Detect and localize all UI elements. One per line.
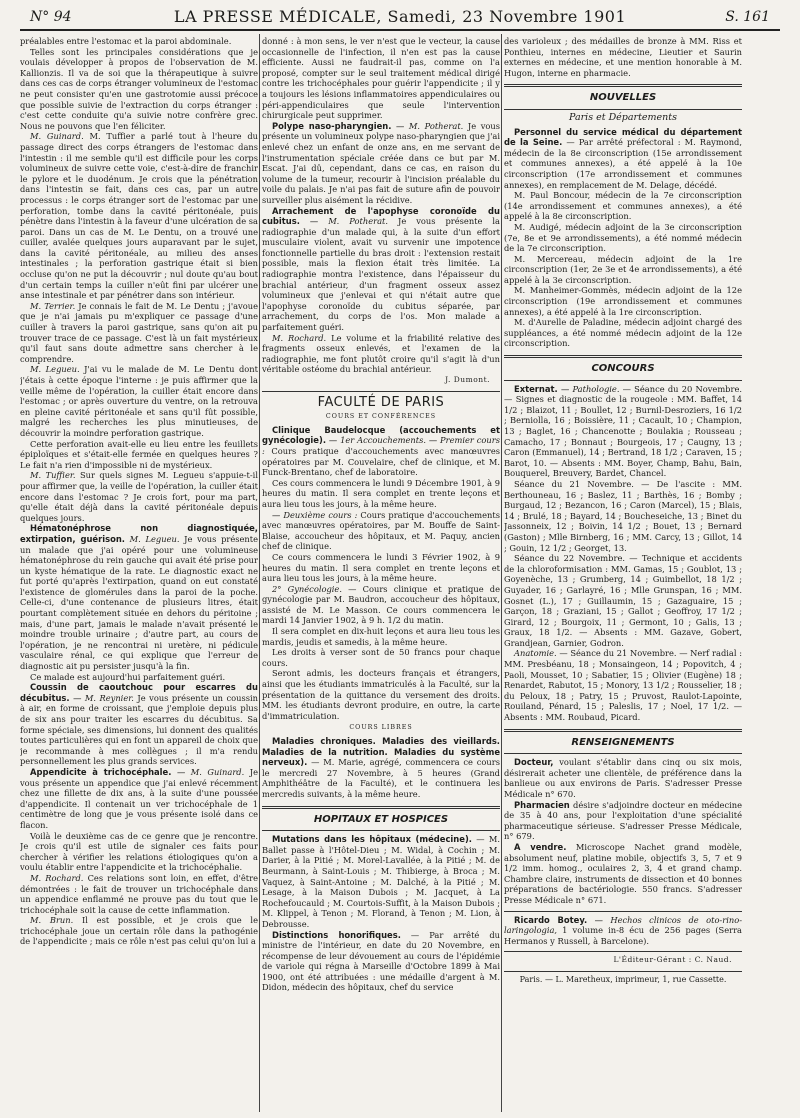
paragraph-text: Ce malade est aujourd'hui parfaitement guéri. — [30, 671, 226, 682]
paragraph — [20, 915, 258, 947]
page-number: S. 161 — [725, 9, 770, 25]
section-rule — [504, 380, 742, 381]
paragraph — [262, 647, 500, 668]
paragraph — [504, 800, 742, 842]
paragraph-heading: Ricardo Botey. — [514, 914, 588, 925]
paragraph-heading: A vendre. — [514, 841, 567, 852]
speaker-name: M. Brun. — [30, 915, 74, 926]
paragraph-heading: Personnel du service médical du département de la Seine. — [504, 126, 742, 148]
speaker-name: M. Guinard. — [30, 131, 84, 142]
section-rule — [504, 109, 742, 110]
paragraph-text: Je connais le fait de M. Le Dentu ; j'avoue que je n'ai jamais pu m'expliquer ce passage d'une cuiller à travers la paroi gastrique, sans qu'on ait pu trouver trace de ce passage. C'est là un fait mystérieux qu'il faut sans doute admettre sans chercher à le comprendre. — [20, 300, 258, 364]
paragraph — [20, 831, 258, 873]
paragraph-heading: Distinctions honorifiques. — [272, 929, 401, 940]
speaker-name: Anatomie. — [514, 648, 557, 659]
paragraph — [20, 682, 258, 767]
paragraph — [262, 834, 500, 929]
paragraph — [504, 915, 742, 947]
section-heading: FACULTÉ DE PARIS — [317, 394, 445, 410]
speaker-name: — M. Guinard. — [171, 766, 245, 777]
paragraph-text: Séance du 22 Novembre. — Technique et accidents de la chloroformisation : MM. Gamas, 15 ; Goublot, 13 ; Goyenèche, 13 ; Grumberg, 14 ; Guimbellot, 18 1/2 ; Guyader, 16 ; Garlayré, 16 ; Mlle Grunspan, 16 ; MM. Gosnet (L.), 17 ; Guillaumin, 15 ; Gazaguaire, 15 ; Garçon, 18 ; Graziani, 15 ; Gallot ; Geoffroy, 17 1/2 ; Girard, 12 ; Bourgoix, 11 ; Germont, 10 ; Galis, 13 ; Graux, 18 1/2. — Absents : MM. Gazave, Gobert, Grandjean, Garnier, Godron. — [504, 553, 742, 648]
paragraph-text: Ces cours commencera le lundi 9 Décembre 1901, à 9 heures du matin. Il sera complet en trente leçons et aura lieu tous les jours, à la même heure. — [262, 477, 500, 509]
paragraph-heading: Coussin de caoutchouc pour escarres du décubitus. — [20, 682, 258, 703]
speaker-name: M. Legueu. — [30, 364, 80, 375]
signature: L'Éditeur-Gérant : C. Naud. — [613, 955, 732, 965]
speaker-name: — Deuxième cours : — [272, 509, 358, 520]
paragraph-text: préalables entre l'estomac et la paroi abdominale. — [20, 36, 232, 46]
subsection-heading: COURS ET CONFÉRENCES — [325, 413, 437, 421]
paragraph — [262, 584, 500, 626]
paragraph-text: — Cours clinique et pratique de gynécologie par M. Baudron, accoucheur des hôpitaux, assisté de M. Le Masson. Ce cours commencera le mardi 14 Janvier 1902, à 9 h. 1/2 du matin. — [262, 583, 500, 626]
paragraph-text: des varioleux ; des médailles de bronze à MM. Riss et Ponthieu, internes en médecine, Lieutier et Saurin externes en médecine, et une mention honorable à M. Hugon, interne en pharmacie. — [504, 36, 742, 78]
speaker-name: M. Terrier. — [30, 300, 76, 311]
paragraph — [504, 842, 742, 906]
paragraph-text: — Par arrêté du ministre de l'intérieur, en date du 20 Novembre, en récompense de leur dévouement au cours de l'épidémie de variole qui régna à Marseille d'Octobre 1899 à Mai 1900, ont été attribuées : une médaille d'argent à M. Didon, médecin des hôpitaux, chef du service — [262, 929, 500, 993]
paragraph-text: désire s'adjoindre docteur en médecine de 35 à 40 ans, pour l'exploitation d'une spécialité pharmaceutique sérieuse. S'adresser Presse Médicale, n° 679. — [504, 799, 742, 842]
paragraph-heading: Mutations dans les hôpitaux (médecine). — [272, 834, 472, 845]
paragraph-heading: Pharmacien — [514, 799, 570, 810]
paragraph-heading: Appendicite à trichocéphale. — [30, 766, 172, 777]
column-divider — [501, 34, 502, 1112]
section-rule — [504, 951, 742, 952]
paragraph-text: Il est possible, et je crois que le trichocéphale joue un certain rôle dans la pathogénie de l'appendicite ; mais ce rôle n'est pas celui qu'on lui a — [20, 915, 258, 947]
paragraph-text: Je vous présente un malade que j'ai opéré pour une volumineuse hématonéphrose du rein gauche qui avait été prise pour un kyste hématique de la rate. Le diagnostic exact ne fut porté qu'après l'extirpation, quand on eut constaté l'existence de glomérules dans la paroi de la poche. Celle-ci, d'une contenance de plusieurs litres, était pourtant complètement située en dehors du péritoine ; mais, d'une part, jamais le malade n'avait présenté le moindre trouble urinaire ; d'autre part, au cours de l'opération, je ne rencontrai ni uretère, ni pédicule vasculaire rénal, ce qui explique que l'erreur de diagnostic ait pu persister jusqu'à la fin. — [20, 533, 258, 672]
paragraph-text: Cours pratique d'accouchements avec manœuvres opératoires par M. Couvelaire, chef de clinique, et M. Funck-Brentano, chef de laboratoire. — [262, 445, 500, 478]
paragraph — [504, 648, 742, 722]
paragraph-text: Séance du 21 Novembre. — De l'ascite : MM. Berthouneau, 16 ; Baslez, 11 ; Barthès, 16 ; Bomby ; Burgaud, 12 ; Bezancon, 16 ; Caron (Marcel), 15 ; Blais, 14 ; Brulé, 18 ; Bayard, 14 ; Boucheseiche, 13 ; Binet du Jassonneix, 12 ; Boivin, 14 1/2 ; Bouet, 13 ; Bernard (Gaston) ; Mlle Birnberg, 16 ; MM. Carcy, 13 ; Gillot, 14 ; Gouin, 12 1/2 ; Georget, 13. — [504, 478, 742, 553]
subsection-heading: Paris et Départements — [569, 111, 677, 123]
paragraph-text: Le volume et la friabilité relative des fragments osseux enlevés, et l'examen de la radiographie, me font plutôt croire qu'il s'agit là d'un véritable ostéome du brachial antérieur. — [262, 332, 500, 375]
section-double-rule — [504, 729, 742, 732]
paragraph-heading: Maladies chroniques. Maladies des vieillards. Maladies de la nutrition. Maladies du système nerveux). — [262, 736, 500, 768]
section-double-rule — [504, 84, 742, 87]
signature: J. Dumont. — [445, 375, 490, 384]
paragraph-text: Telles sont les principales considérations que je voulais développer à propos de l'observation de M. Kallionzis. Il va de soi que la thérapeutique à suivre dans ces cas de corps étranger volumineux de l'estomac ne peut consister qu'en une gastrotomie aussi précoce que possible suivie de l'extraction du corps étranger : c'est cette conduite qu'a suivie notre confrère grec. Nous ne pouvons que l'en féliciter. — [20, 46, 258, 131]
paragraph-heading: Hématonéphrose non diagnostiquée, extirpation, guérison. — [20, 523, 258, 544]
paragraph — [504, 384, 742, 479]
paragraph-text: Je vous présente la radiographie d'un malade qui, à la suite d'un effort musculaire violent, avait vu survenir une impotence fonctionnelle partielle du bras droit : l'extension restait possible, mais la flexion était très limitée. La radiographie montra l'existence, dans l'épaisseur du brachial antérieur, d'un fragment osseux assez volumineux que j'enlevai et qui n'était autre que l'apophyse coronoïde du cubitus séparée, par arrachement, du corps de l'os. Mon malade a parfaitement guéri. — [262, 216, 500, 333]
paragraph — [20, 364, 258, 438]
paragraph-text: M. Tuffier a parlé tout à l'heure du passage direct des corps étrangers de l'estomac dans l'intestin : il me semble qu'il est difficile pour les corps volumineux de suivre cette voie, c'est-à-dire de franchir le pylore et le duodénum. Je crois que la pénétration dans l'intestin se fait, dans ces cas, par un autre processus : le corps étranger sort de l'estomac par une perforation, tombe dans la cavité péritonéale, puis pénètre dans l'intestin à la faveur d'une ulcération de sa paroi. Dans un cas de M. Le Dentu, on a trouvé une cuiller, avalée quelques jours auparavant par le sujet, dans la cavité péritonéale, au milieu des anses intestinales ; la perforation gastrique était si bien occluse qu'on ne put la découvrir ; nul doute qu'au bout d'un certain temps la cuiller n'eût fini par ulcérer une anse intestinale et par pénétrer dans son intérieur. — [20, 131, 258, 301]
paragraph-text: Je vous présente un coussin à air, en forme de croissant, que j'emploie depuis plus de six ans pour traiter les escarres du décubitus. Sa forme spéciale, ses dimensions, lui donnent des qualités toutes particulières qui en font un appareil de choix que je recommande à mes collègues ; il m'a rendu personnellement les plus grands services. — [20, 692, 258, 767]
printer-line: Paris. — L. Maretheux, imprimeur, 1, rue Cassette. — [519, 974, 727, 984]
paragraph-text: Je vous présente un volumineux polype naso-pharyngien que j'ai enlevé chez un enfant de onze ans, en me servant de l'instrumentation spéciale créée dans ce but par M. Escat. J'ai dû, cependant, dans ce cas, en raison du volume de la tumeur, recourir à l'incision préalable du voile du palais. Je n'ai pas fait de suture afin de pouvoir surveiller plus aisément la récidive. — [262, 120, 500, 205]
section-heading: CONCOURS — [591, 363, 655, 375]
paragraph — [262, 478, 500, 510]
paragraph — [504, 317, 742, 349]
speaker-name: M. Rochard. — [30, 872, 84, 883]
paragraph — [262, 333, 500, 375]
column-divider — [259, 34, 260, 1112]
paragraph — [262, 121, 500, 206]
paragraph — [262, 36, 500, 121]
paragraph — [262, 668, 500, 721]
paragraph-text: voulant s'établir dans cinq ou six mois, désirerait acheter une clientèle, de préférence dans la banlieue ou aux environs de Paris. S'adresser Presse Médicale n° 670. — [504, 757, 742, 799]
paragraph — [262, 206, 500, 333]
paragraph-heading: Arrachement de l'apophyse coronoïde du cubitus. — [262, 205, 500, 227]
paragraph — [20, 470, 258, 523]
section-heading: RENSEIGNEMENTS — [571, 736, 675, 748]
paragraph — [20, 301, 258, 365]
paragraph — [20, 439, 258, 471]
section-double-rule — [504, 355, 742, 358]
paragraph — [504, 127, 742, 191]
paragraph-text: M. d'Aurelle de Paladine, médecin adjoint chargé des suppléances, a été nommé médecin adjoint de la 12e circonscription. — [504, 317, 742, 349]
paragraph-text: — M. Ballet passe à l'Hôtel-Dieu ; M. Widal, à Cochin ; M. Darier, à la Pitié ; M. Morel-Lavallée, à la Pitié ; M. de Beurmann, à Saint-Louis ; M. Thibierge, à Broca ; M. Vaquez, à Saint-Antoine ; M. Dalché, à la Pitié ; M. Lesage, à la Maison Dubois ; M. Jacquet, à La Rochefoucauld ; M. Courtois-Suffit, à la Maison Dubois ; M. Klippel, à Tenon ; M. Florand, à Tenon ; M. Lion, à Debrousse. — [262, 834, 500, 929]
paragraph — [504, 479, 742, 553]
paragraph — [20, 131, 258, 301]
section-double-rule — [262, 806, 500, 809]
column-2 — [262, 36, 500, 1110]
paragraph — [504, 222, 742, 254]
paragraph-heading: Polype naso-pharyngien. — [272, 120, 392, 131]
paragraph — [262, 425, 500, 478]
newspaper-title: LA PRESSE MÉDICALE, Samedi, 23 Novembre 1901 — [173, 7, 627, 26]
section-rule — [262, 391, 500, 392]
subsection-heading: COURS LIBRES — [349, 724, 413, 732]
section-rule — [504, 911, 742, 912]
paragraph — [20, 672, 258, 683]
speaker-name: M. Tuffier. — [30, 470, 76, 481]
paragraph — [262, 736, 500, 800]
paragraph — [504, 36, 742, 78]
paragraph-text: M. Paul Boncour, médecin de la 7e circonscription (14e arrondissement et communes annexes), a été appelé à la 8e circonscription. — [504, 190, 742, 222]
paragraph-text: Microscope Nachet grand modèle, absolument neuf, platine mobile, objectifs 3, 5, 7 et 9 1/2 imm. homog., oculaires 2, 3, 4 et grand champ. Chambre claire, instruments de dissection et 40 bonnes préparations de bactériologie. 550 francs. S'adresser Presse Médicale n° 671. — [504, 841, 742, 905]
paragraph-text: Seront admis, les docteurs français et étrangers, ainsi que les étudiants immatriculés à la Faculté, sur la présentation de la quittance du versement des droits. MM. les étudiants devront produire, en outre, la carte d'immatriculation. — [262, 668, 500, 721]
header-rule — [20, 29, 780, 31]
paragraph-text: donné : à mon sens, le ver n'est que le vecteur, la cause occasionnelle de l'infection, il n'en est pas la cause efficiente. Aussi ne faudrait-il pas, comme on l'a proposé, compter sur le seul traitement médical dirigé contre les trichocéphales pour guérir l'appendicite ; il y a toujours les lésions inflammatoires appendiculaires ou péri-appendiculaires que seule l'intervention chirurgicale peut supprimer. — [262, 36, 500, 121]
paragraph — [262, 930, 500, 994]
paragraph — [20, 523, 258, 671]
paragraph-text: 1 volume in-8 écu de 256 pages (Serra Hermanos y Russell, à Barcelone). — [504, 925, 742, 946]
speaker-name: — 1er Accouchements. — Premier cours : — [262, 435, 500, 456]
paragraph-text: Je vous présente un appendice que j'ai enlevé récemment chez une fillette de dix ans, à la suite d'une poussée d'appendicite. Il contenait un ver trichocéphale de 1 centimètre de long que je vous présente isolé dans ce flacon. — [20, 766, 258, 830]
speaker-name: — M. Potherat. — [391, 120, 464, 131]
speaker-name: M. Rochard. — [272, 332, 327, 343]
speaker-name: — Pathologie. — [557, 383, 620, 394]
section-rule — [504, 753, 742, 754]
paragraph — [20, 767, 258, 831]
paragraph — [20, 47, 258, 132]
paragraph — [262, 552, 500, 584]
paragraph-text: Les droits à verser sont de 50 francs pour chaque cours. — [262, 647, 500, 668]
paragraph-heading: Externat. — [514, 383, 558, 394]
page-header — [20, 6, 780, 28]
column-3 — [504, 36, 742, 1110]
paragraph-text: J'ai vu le malade de M. Le Dentu dont j'étais à cette époque l'interne : je puis affirmer que la veille même de l'opération, la cuiller était encore dans l'estomac ; or après ouverture du ventre, on la retrouva en pleine cavité péritonéale et sans qu'il fût possible, malgré les recherches les plus minutieuses, de découvrir la moindre perforation gastrique. — [20, 364, 258, 438]
paragraph — [262, 626, 500, 647]
paragraph-text: Cette perforation avait-elle eu lieu entre les feuillets épiploïques et s'était-elle fermée en quelques heures ? Le fait n'a rien d'impossible ni de mystérieux. — [20, 438, 258, 470]
paragraph — [504, 190, 742, 222]
section-rule — [504, 971, 742, 972]
paragraph — [504, 553, 742, 648]
paragraph-heading: Clinique Baudelocque (accouchements et gynécologie). — [262, 424, 500, 446]
paragraph-text: — M. Marie, agrégé, commencera ce cours le mercredi 27 Novembre, à 5 heures (Grand Amphithéâtre de la Faculté), et le continuera les mercredis suivants, à la même heure. — [262, 757, 500, 799]
speaker-name: 2° Gynécologie. — [272, 583, 342, 594]
paragraph — [504, 757, 742, 799]
section-heading: HOPITAUX ET HOSPICES — [313, 813, 449, 825]
paragraph-text: M. Manheimer-Gommès, médecin adjoint de la 12e circonscription (19e arrondissement et communes annexes), a été appelé à la 1re circonscription. — [504, 285, 742, 317]
section-rule — [262, 830, 500, 831]
speaker-name: — Hechos clinicos de oto-rino-laringologia, — [504, 914, 742, 936]
paragraph-text: Il sera complet en dix-huit leçons et aura lieu tous les mardis, jeudis et samedis, à la même heure. — [262, 626, 500, 647]
paragraph-text: Cours pratique d'accouchements avec manœuvres opératoires, par M. Bouffe de Saint-Blaise, accoucheur des hôpitaux, et M. Paquy, ancien chef de clinique. — [262, 509, 500, 552]
paragraph — [504, 254, 742, 286]
paragraph-text: Ces relations sont loin, en effet, d'être démontrées : le fait de trouver un trichocéphale dans un appendice enflammé ne prouve pas du tout que le trichocéphale soit la cause de cette inflammation. — [20, 872, 258, 915]
speaker-name: — M. Potherat. — [299, 216, 389, 227]
paragraph — [20, 873, 258, 915]
paragraph-text: Ce cours commencera le lundi 3 Février 1902, à 9 heures du matin. Il sera complet en trente leçons et aura lieu tous les jours, à la même heure. — [262, 551, 500, 584]
paragraph — [20, 36, 258, 47]
paragraph-heading: Docteur, — [514, 757, 554, 768]
issue-number: N° 94 — [30, 9, 72, 25]
speaker-name: M. Legueu. — [125, 533, 180, 544]
paragraph-text: Sur quels signes M. Legueu s'appuie-t-il pour affirmer que, la veille de l'opération, la cuiller était encore dans l'estomac ? Je crois fort, pour ma part, qu'elle était déjà dans la cavité péritonéale depuis quelques jours. — [20, 470, 258, 523]
paragraph-text: — Séance du 21 Novembre. — Nerf radial : MM. Presbéanu, 18 ; Monsaingeon, 14 ; Popovitch, 4 ; Paoli, Mousset, 10 ; Sabatier, 15 ; Olivier (Eugène) 18 ; Renardet, Rabutot, 15 ; Monory, 13 1/2 ; Rousselier, 18 ; du Peloux, 18 ; Patry, 15 ; Pruvost, Raulot-Lapointe, Rouiland, Pénard, 15 ; Paleslis, 17 ; Noel, 17 1/2. — Absents : MM. Roubaud, Picard. — [504, 648, 742, 723]
paragraph-text: — Par arrêté préfectoral : M. Raymond, médecin de la 8e circonscription (15e arrondissement et communes annexes), a été appelé à la 10e circonscription (17e arrondissement et communes annexes), en remplacement de M. Delage, décédé. — [504, 137, 742, 190]
speaker-name: — M. Reynier. — [69, 692, 134, 703]
paragraph — [262, 510, 500, 552]
paragraph-text: Voilà le deuxième cas de ce genre que je rencontre. Je crois qu'il est utile de signaler ces faits pour chercher à vérifier les relations étiologiques qu'on a voulu établir entre l'appendicite et la trichocéphalie. — [20, 830, 258, 873]
paragraph — [504, 285, 742, 317]
paragraph-text: M. Mercereau, médecin adjoint de la 1re circonscription (1er, 2e 3e et 4e arrondissements), a été appelé à la 3e circonscription. — [504, 253, 742, 285]
column-1 — [20, 36, 258, 1110]
section-heading: NOUVELLES — [589, 92, 657, 104]
paragraph-text: M. Audigé, médecin adjoint de la 3e circonscription (7e, 8e et 9e arrondissements), a été nommé médecin de la 7e circonscription. — [504, 221, 742, 254]
paragraph-text: — Séance du 20 Novembre. — Signes et diagnostic de la rougeole : MM. Baffet, 14 1/2 ; Blaizot, 11 ; Boullet, 12 ; Burnil-Desroziers, 16 1/2 ; Berniolla, 16 ; Boissière, 11 ; Cacault, 10 ; Champion, 13 ; Baglet, 16 ; Chancenotte ; Boulakia ; Rousseau ; Camacho, 17 ; Bonnaut ; Bourgeois, 17 ; Caugny, 13 ; Caron (Emmanuel), 14 ; Bertrand, 18 1/2 ; Caraven, 15 ; Barot, 10. — Absents : MM. Boyer, Champ, Bahu, Bain, Bouquerel, Breuvery, Bardet, Chancel. — [504, 383, 742, 479]
